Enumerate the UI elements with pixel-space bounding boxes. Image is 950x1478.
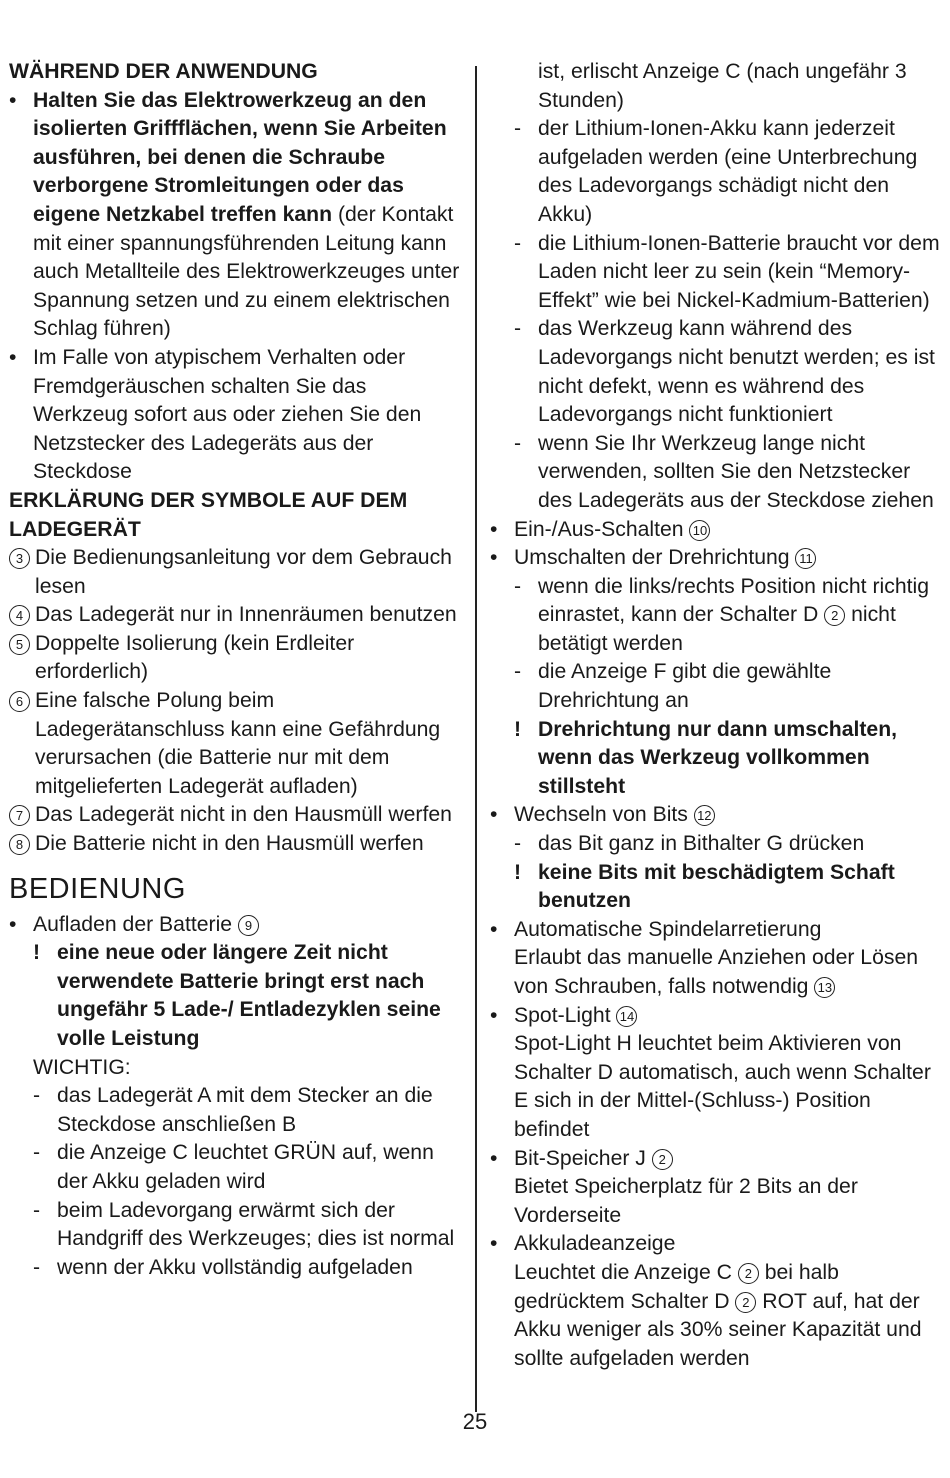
dash-marker: - [33, 1198, 41, 1222]
dash-item [9, 1254, 467, 1283]
symbol-item [9, 544, 467, 601]
symbol-marker [9, 687, 35, 716]
figure-ref-icon: 4 [9, 605, 30, 626]
bullet-text: bei halb gedrücktem Schalter D [514, 1260, 839, 1313]
symbol-marker [9, 830, 35, 859]
bullet-marker: • [490, 1146, 498, 1170]
symbol-item [9, 687, 467, 801]
bullet-marker: • [490, 803, 498, 827]
figure-ref-icon: 7 [9, 805, 30, 826]
bullet-marker: • [490, 917, 498, 941]
bullet-item [490, 516, 942, 545]
symbol-text: Eine falsche Polung beim Ladegerätanschluss kann eine Gefährdung verursachen (die Batterie nur mit dem mitgelieferten Ladegerät aufladen) [35, 689, 441, 798]
figure-ref-icon: 2 [652, 1149, 673, 1170]
dash-text: ist, erlischt Anzeige C (nach ungefähr 3 Stunden) [538, 60, 907, 112]
symbol-item [9, 601, 467, 630]
dash-continuation [490, 58, 942, 115]
figure-ref-icon: 6 [9, 691, 30, 712]
dash-item [490, 430, 942, 516]
section-heading-usage: WÄHREND DER ANWENDUNG [9, 60, 318, 83]
right-column [490, 58, 942, 1373]
symbol-marker [9, 801, 35, 830]
bullet-item [490, 916, 942, 1002]
dash-list [9, 1082, 467, 1282]
left-column [9, 58, 467, 1282]
warning-marker: ! [514, 860, 522, 884]
bullet-title: Bit-Speicher J [514, 1146, 646, 1170]
symbol-marker [9, 544, 35, 573]
bullet-bold-text: Halten Sie das Elektrowerkzeug an den isolierten Griffflächen, wenn Sie Arbeiten ausführen, bei denen die Schraube verborgene Stromleitungen oder das eigene Netzkabel treffen kann [33, 88, 447, 226]
symbol-text: Das Ladegerät nur in Innenräumen benutzen [35, 603, 457, 627]
dash-text: der Lithium-Ionen-Akku kann jederzeit aufgeladen werden (eine Unterbrechung des Ladevorgangs schädigt nicht den Akku) [538, 117, 918, 226]
bullet-text: ROT auf, hat der Akku weniger als 30% seiner Kapazität und sollte aufgeladen werden [514, 1289, 922, 1370]
figure-ref-icon: 9 [238, 915, 259, 936]
bullet-text: Erlaubt das manuelle Anziehen oder Lösen von Schrauben, falls notwendig [514, 946, 919, 998]
bullet-marker: • [9, 88, 17, 112]
page-number: 25 [462, 1409, 488, 1434]
bullet-marker: • [490, 517, 498, 541]
symbol-text: Das Ladegerät nicht in den Hausmüll werfen [35, 803, 452, 827]
section-heading-operation: BEDIENUNG [9, 872, 186, 905]
figure-ref-icon: 8 [9, 834, 30, 855]
warning-item [490, 716, 942, 802]
dash-text: wenn die links/rechts Position nicht richtig einrastet, kann der Schalter D [538, 574, 929, 627]
dash-marker: - [514, 117, 522, 141]
symbol-text: Die Bedienungsanleitung vor dem Gebrauch lesen [35, 546, 452, 598]
bullet-marker: • [9, 345, 17, 369]
warning-marker: ! [33, 941, 41, 965]
dash-marker: - [33, 1084, 41, 1108]
bullet-item [490, 801, 942, 830]
figure-ref-icon: 11 [795, 548, 816, 569]
figure-ref-icon: 2 [824, 605, 845, 626]
warning-item [490, 859, 942, 916]
bullet-item [9, 87, 467, 344]
figure-ref-icon: 13 [814, 977, 835, 998]
dash-list [490, 115, 942, 515]
symbol-item [9, 630, 467, 687]
dash-text: die Anzeige F gibt die gewählte Drehrichtung an [538, 660, 832, 713]
symbol-text: Doppelte Isolierung (kein Erdleiter erforderlich) [35, 631, 355, 684]
dash-marker: - [514, 660, 522, 684]
warning-marker: ! [514, 717, 522, 741]
dash-marker: - [33, 1255, 41, 1279]
dash-item [9, 1082, 467, 1139]
dash-text: das Bit ganz in Bithalter G drücken [538, 832, 865, 856]
bullet-marker: • [490, 546, 498, 570]
dash-text: beim Ladevorgang erwärmt sich der Handgriff des Werkzeuges; dies ist normal [57, 1198, 455, 1251]
figure-ref-icon: 10 [689, 520, 710, 541]
dash-item [490, 115, 942, 229]
symbol-item [9, 801, 467, 830]
dash-item [490, 315, 942, 429]
symbol-text: Die Batterie nicht in den Hausmüll werfen [35, 832, 424, 856]
bullet-text: (der Kontakt mit einer spannungsführenden Leitung kann auch Metallteile des Elektrowerkzeuges unter Spannung setzen und zu einem elektrischen Schlag führen) [33, 202, 460, 341]
dash-text: wenn der Akku vollständig aufgeladen [57, 1255, 413, 1279]
bullet-item [490, 1002, 942, 1145]
bullet-text: Leuchtet die Anzeige C [514, 1260, 732, 1284]
bullet-text: Spot-Light H leuchtet beim Aktivieren von Schalter D automatisch, auch wenn Schalter E sich in der Mittel-(Schluss-) Position befindet [514, 1032, 931, 1141]
symbol-marker [9, 630, 35, 659]
bullet-item [9, 911, 467, 940]
dash-marker: - [514, 832, 522, 856]
dash-item [490, 830, 942, 859]
warning-item [9, 939, 467, 1053]
dash-text: das Werkzeug kann während des Ladevorgangs nicht benutzt werden; es ist nicht defekt, wenn es während des Ladevorgangs nicht funktioniert [538, 317, 935, 427]
bullet-title: Akkuladeanzeige [514, 1232, 676, 1256]
dash-item [490, 573, 942, 659]
figure-ref-icon: 12 [694, 805, 715, 826]
bullet-text: Bietet Speicherplatz für 2 Bits an der Vorderseite [514, 1175, 858, 1227]
warning-text: eine neue oder längere Zeit nicht verwendete Batterie bringt erst nach ungefähr 5 Lade-/ Entladezyklen seine volle Leistung [57, 941, 441, 1050]
bullet-item [490, 1145, 942, 1231]
bullet-marker: • [490, 1232, 498, 1256]
dash-marker: - [514, 431, 522, 455]
column-divider [475, 66, 477, 1412]
bullet-text: Wechseln von Bits [514, 803, 688, 827]
bullet-text: Ein-/Aus-Schalten [514, 517, 684, 541]
dash-marker: - [33, 1141, 41, 1165]
warning-text: keine Bits mit beschädigtem Schaft benutzen [538, 860, 895, 913]
bullet-text: Im Falle von atypischem Verhalten oder Fremdgeräuschen schalten Sie das Werkzeug sofort aus oder ziehen Sie den Netzstecker des Ladegeräts aus der Steckdose [33, 345, 422, 484]
bullet-title: Spot-Light [514, 1003, 611, 1027]
bullet-marker: • [9, 912, 17, 936]
dash-marker: - [514, 317, 522, 341]
dash-item [9, 1197, 467, 1254]
symbol-list [9, 544, 467, 859]
bullet-text: Umschalten der Drehrichtung [514, 546, 790, 570]
dash-marker: - [514, 574, 522, 598]
dash-item [490, 230, 942, 316]
bullet-marker: • [490, 1003, 498, 1027]
dash-marker: - [514, 231, 522, 255]
bullet-item [9, 344, 467, 487]
dash-text: das Ladegerät A mit dem Stecker an die Steckdose anschließen B [57, 1084, 433, 1136]
symbol-marker [9, 601, 35, 630]
symbol-item [9, 830, 467, 859]
figure-ref-icon: 14 [616, 1006, 637, 1027]
dash-item [490, 658, 942, 715]
dash-text: die Lithium-Ionen-Batterie braucht vor dem Laden nicht leer zu sein (kein “Memory-Effekt” wie bei Nickel-Kadmium-Batterien) [538, 231, 940, 312]
bullet-item [490, 1230, 942, 1373]
dash-text: die Anzeige C leuchtet GRÜN auf, wenn der Akku geladen wird [57, 1141, 434, 1193]
figure-ref-icon: 2 [738, 1263, 759, 1284]
warning-text: Drehrichtung nur dann umschalten, wenn das Werkzeug vollkommen stillsteht [538, 717, 898, 798]
bullet-text: Aufladen der Batterie [33, 912, 233, 936]
figure-ref-icon: 5 [9, 634, 30, 655]
dash-item [9, 1139, 467, 1196]
figure-ref-icon: 2 [735, 1292, 756, 1313]
dash-text: wenn Sie Ihr Werkzeug lange nicht verwenden, sollten Sie den Netzstecker des Ladegeräts aus der Steckdose ziehen [538, 431, 934, 512]
bullet-title: Automatische Spindelarretierung [514, 917, 822, 941]
section-heading-symbols: ERKLÄRUNG DER SYMBOLE AUF DEM LADEGERÄT [9, 488, 408, 541]
figure-ref-icon: 3 [9, 548, 30, 569]
bullet-item [490, 544, 942, 573]
important-label: WICHTIG: [33, 1055, 131, 1079]
dash-text: nicht betätigt werden [538, 603, 896, 655]
